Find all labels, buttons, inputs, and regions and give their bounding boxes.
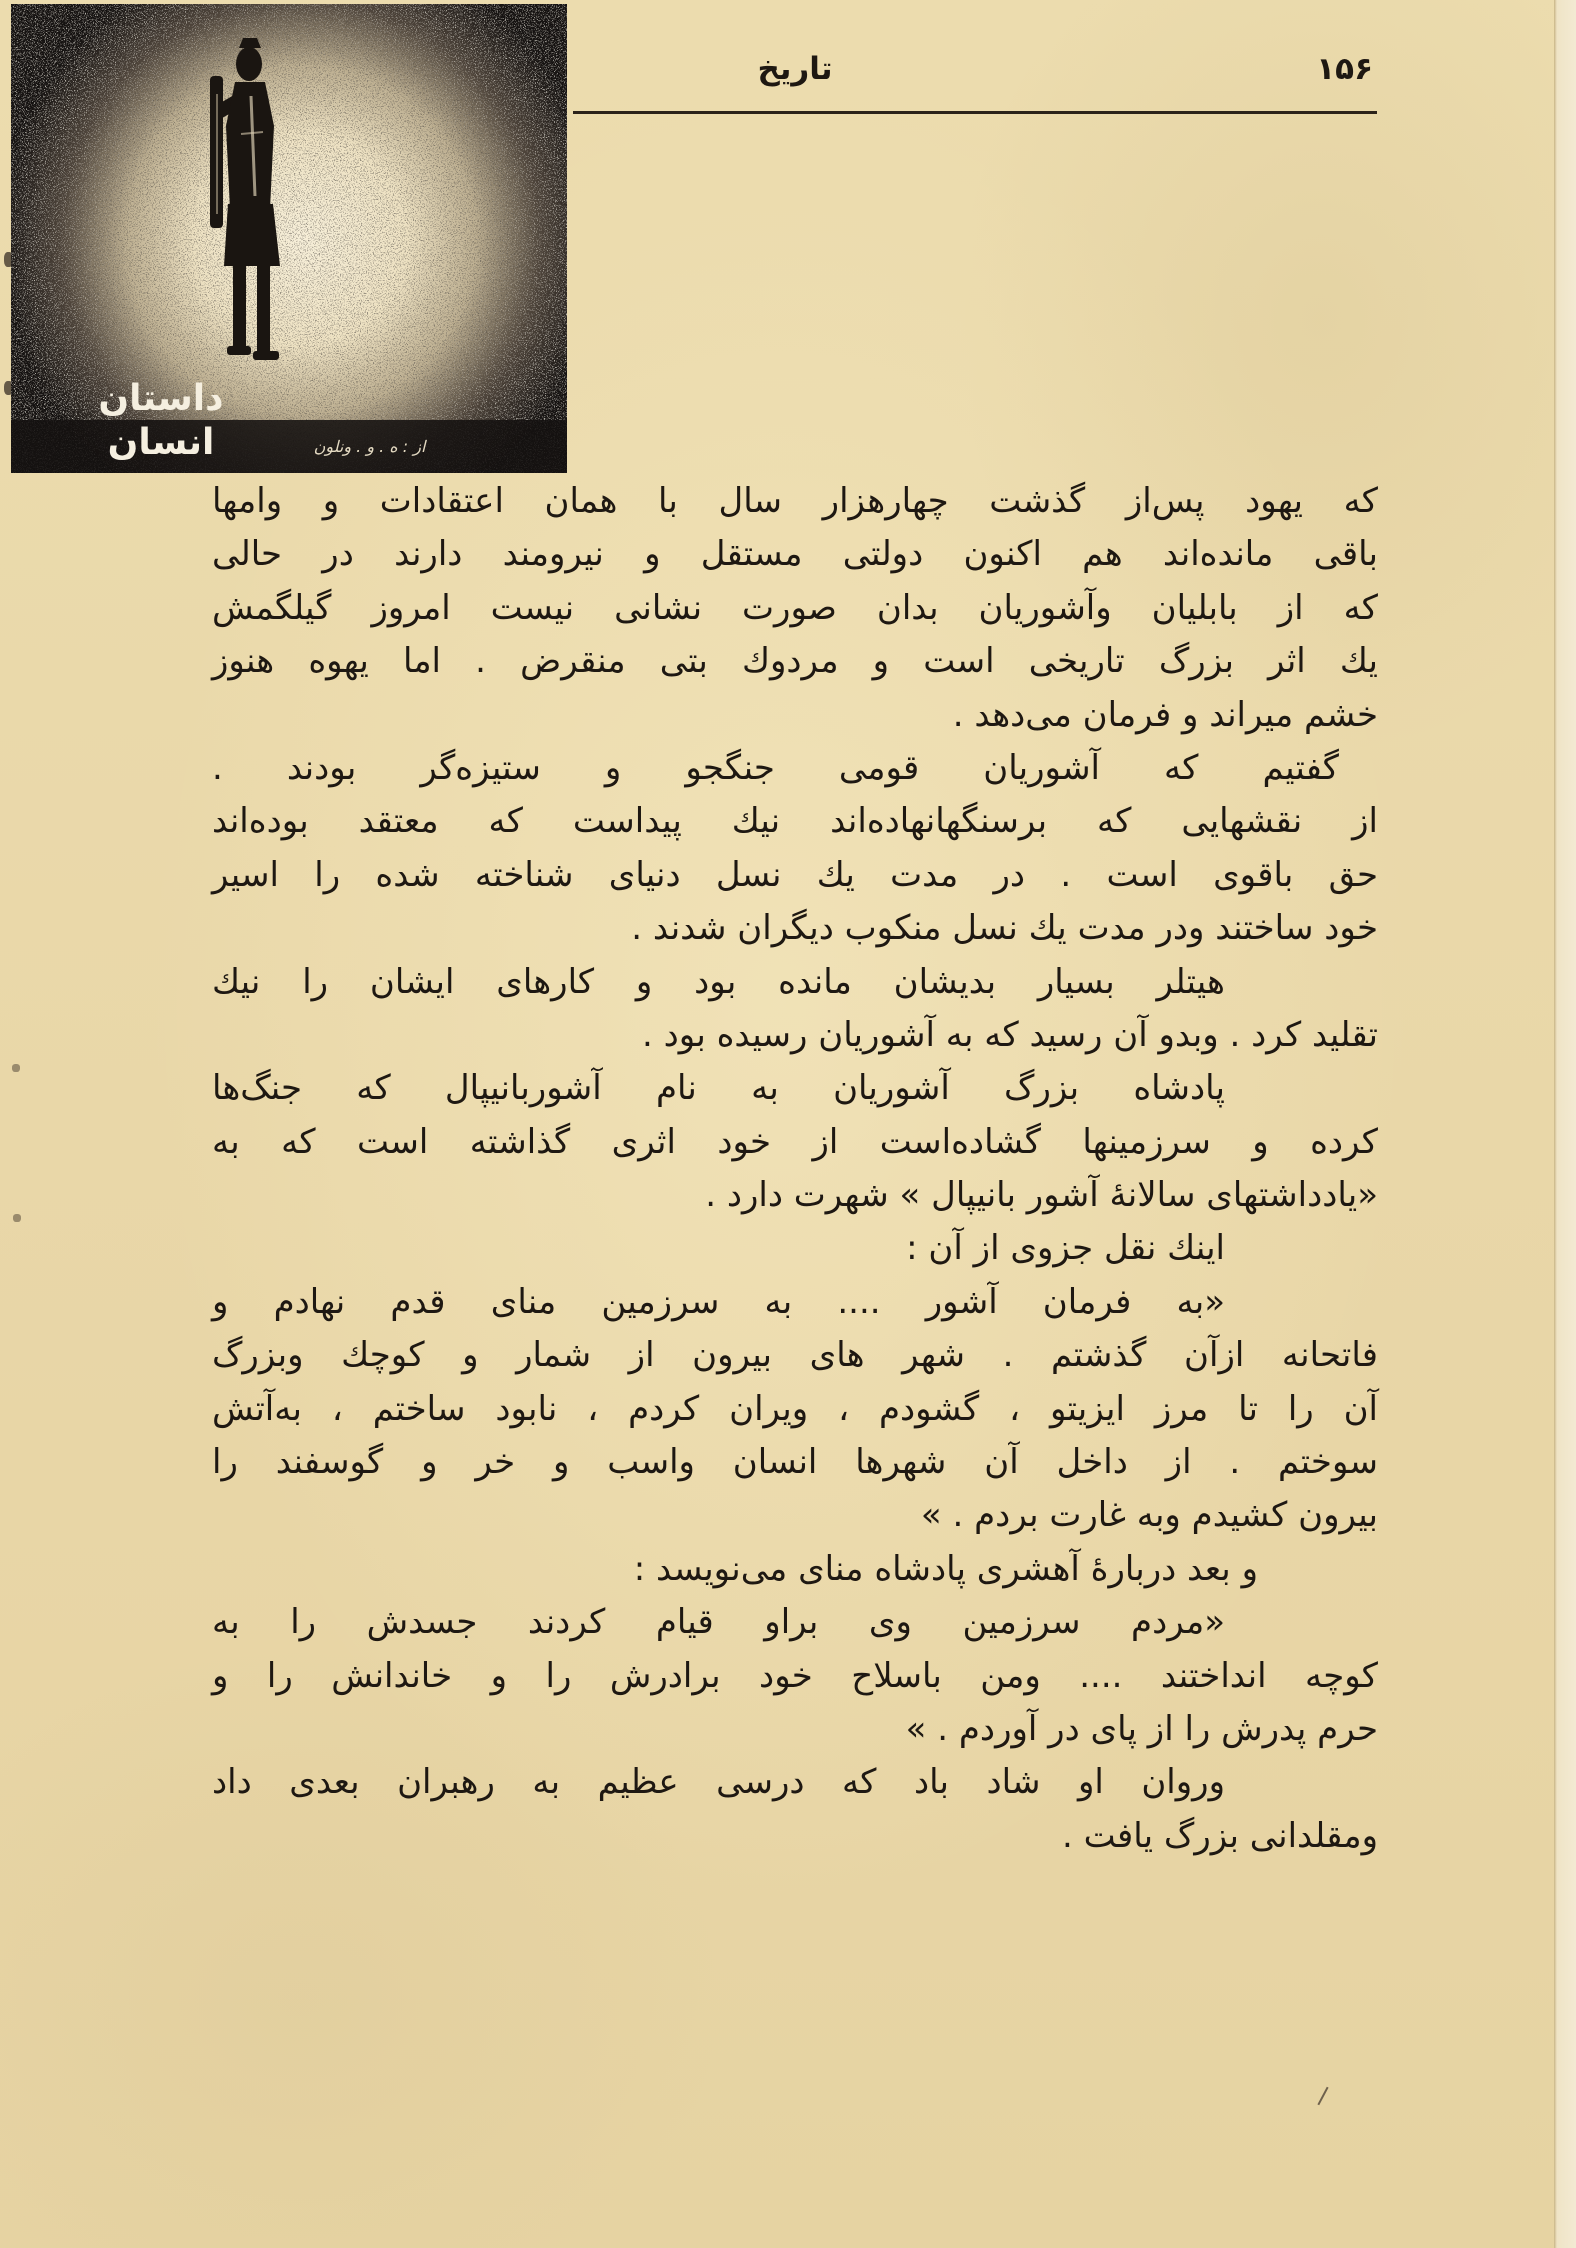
illustration-credit: از : ه . و . ونلون	[313, 437, 426, 456]
text-line: از نقشهایی که برسنگهانهاده‌اند نیك پیداست که معتقد بوده‌اند	[212, 801, 1378, 842]
text-line: کوچه انداختند .... ومن باسلاح خود برادرش را و خاندانش را و	[212, 1655, 1378, 1696]
paragraph	[212, 1756, 1378, 1863]
text-line: هیتلر بسیار بدیشان مانده بود و کارهای ایشان را نیك	[212, 961, 1225, 1002]
paragraph	[212, 742, 1378, 956]
text-line: «مردم سرزمین وی براو قیام کردند جسدش را به	[212, 1602, 1225, 1643]
text-line: تقلید کرد . وبدو آن رسید که به آشوریان رسیده بود .	[642, 1014, 1378, 1055]
text-line: فاتحانه ازآن گذشتم . شهر های بیرون از شمار و کوچك وبزرگ	[212, 1335, 1378, 1376]
paragraph	[212, 1222, 1378, 1275]
illustration-title: داستان انسان	[98, 378, 224, 463]
text-line: «به فرمان آشور .... به سرزمین منای قدم نهادم و	[212, 1281, 1225, 1322]
text-line: اینك نقل جزوی از آن :	[906, 1228, 1225, 1269]
text-line: گفتیم که آشوریان قومی جنگجو و ستیزه‌گر بودند .	[212, 747, 1339, 788]
paragraph	[212, 1062, 1378, 1222]
paragraph	[212, 1543, 1378, 1596]
text-line: ومقلدانی بزرگ یافت .	[1062, 1815, 1378, 1856]
text-line: وروان او شاد باد که درسی عظیم به رهبران بعدی داد	[212, 1762, 1225, 1803]
text-line: یك اثر بزرگ تاریخی است و مردوك بتی منقرض . اما یهوه هنوز	[212, 641, 1378, 682]
paragraph	[212, 1596, 1378, 1756]
text-line: آن را تا مرز ایزیتو ، گشودم ، ویران کردم ، نابود ساختم ، به‌آتش	[212, 1388, 1378, 1429]
binding-mark	[13, 1214, 21, 1222]
text-line: خشم میراند و فرمان می‌دهد .	[952, 694, 1378, 735]
paragraph	[212, 956, 1378, 1063]
page-number: ۱۵۶	[1316, 51, 1373, 87]
pen-mark	[1317, 2087, 1328, 2106]
header-rule	[573, 111, 1377, 114]
text-line: پادشاه بزرگ آشوریان به نام آشوربانیپال که جنگ‌ها	[212, 1068, 1225, 1109]
text-line: و بعد دربارهٔ آهشری پادشاه منای می‌نویسد :	[633, 1548, 1258, 1589]
text-line: باقی مانده‌اند هم اکنون دولتی مستقل و نیرومند دارند در حالی	[212, 534, 1378, 575]
text-line: کرده و سرزمینها گشاده‌است از خود اثری گذاشته است که به	[212, 1121, 1378, 1162]
text-line: خود ساختند ودر مدت یك نسل منکوب دیگران شدند .	[631, 908, 1378, 949]
illustration	[11, 4, 567, 473]
text-line: که از بابلیان وآشوریان بدان صورت نشانی نیست امروز گیلگمش	[212, 587, 1378, 628]
running-head-title: تاریخ	[757, 51, 833, 87]
binding-mark	[12, 1064, 20, 1072]
text-line: حق باقوی است . در مدت یك نسل دنیای شناخته شده را اسیر	[212, 854, 1378, 895]
text-line: سوختم . از داخل آن شهرها انسان واسب و خر و گوسفند را	[212, 1442, 1378, 1483]
page-edge	[1554, 0, 1576, 2248]
text-line: «یادداشتهای سالانهٔ آشور بانیپال » شهرت دارد .	[705, 1175, 1378, 1216]
paragraph	[212, 475, 1378, 742]
text-line: که یهود پس‌از گذشت چهارهزار سال با همان اعتقادات و وامها	[212, 481, 1378, 521]
paragraph	[212, 1276, 1378, 1543]
text-line: حرم پدرش را از پای در آوردم . »	[905, 1708, 1378, 1749]
body-text	[212, 475, 1378, 1863]
text-line: بیرون کشیدم وبه غارت بردم . »	[920, 1495, 1378, 1536]
